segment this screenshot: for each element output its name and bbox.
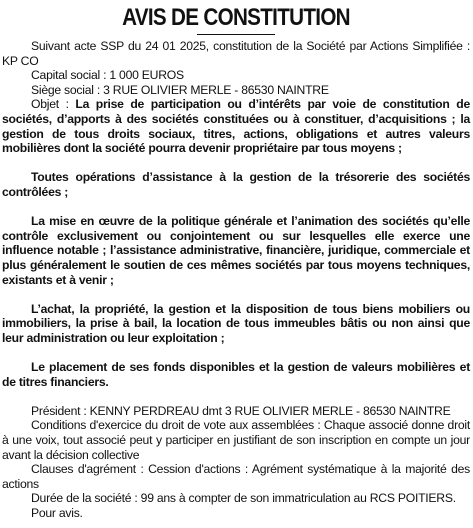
- title-underline: [197, 34, 275, 35]
- capital-text: Capital social : 1 000 EUROS: [31, 68, 184, 83]
- objet-paragraph-5: Le placement de ses fonds disponibles et la gestion de valeurs mobilières et de titres financiers.: [2, 360, 470, 389]
- objet-label: Objet :: [31, 97, 69, 112]
- duree-text: Durée de la société : 99 ans à compter de son immatriculation au RCS POITIERS.: [31, 491, 456, 506]
- objet-paragraph-3: La mise en œuvre de la politique générale et l’animation des sociétés qu’elle contrôle exclusivement ou conjointement ou sur lesquelles elle exerce une influence notable ; l’assistance administrative, financière, juridique, commerciale et plus généralement le soutien de ces mêmes sociétés par tous moyens techniques, existants et à venir ;: [2, 214, 470, 287]
- objet-paragraph-2: Toutes opérations d’assistance à la gestion de la trésorerie des sociétés contrôlées ;: [2, 170, 470, 199]
- intro-text: Suivant acte SSP du 24 01 2025, constitution de la Société par Actions Simplifiée : KP CO: [2, 39, 470, 68]
- agrement-text: Clauses d'agrément : Cession d'actions : Agrément systématique à la majorité des actions: [2, 462, 470, 491]
- notice-title: AVIS DE CONSTITUTION: [122, 4, 350, 31]
- siege-text: Siège social : 3 RUE OLIVIER MERLE - 86530 NAINTRE: [31, 82, 329, 97]
- president-text: Président : KENNY PERDREAU dmt 3 RUE OLIVIER MERLE - 86530 NAINTRE: [31, 403, 451, 418]
- objet-paragraph-1: [2, 97, 470, 155]
- closing-text: Pour avis.: [31, 506, 83, 520]
- objet-text-1: La prise de participation ou d’intérêts par voie de constitution de sociétés, d’apports à des sociétés constituées ou à constituer, d’acquisitions ; la gestion de tous droits sociaux, titres, actions, obligations et autres valeurs mobilières dont la société pourra devenir propriétaire par tous moyens ;: [2, 97, 470, 156]
- conditions-text: Conditions d'exercice du droit de vote aux assemblées : Chaque associé donne droit à une voix, tout associé peut y participer en justifiant de son inscription en compte un jour avant la décision collective: [2, 418, 470, 462]
- objet-paragraph-4: L’achat, la propriété, la gestion et la disposition de tous biens mobiliers ou immobiliers, la prise à bail, la location de tous immeubles bâtis ou non ainsi que leur administration ou leur exploitation ;: [2, 301, 470, 345]
